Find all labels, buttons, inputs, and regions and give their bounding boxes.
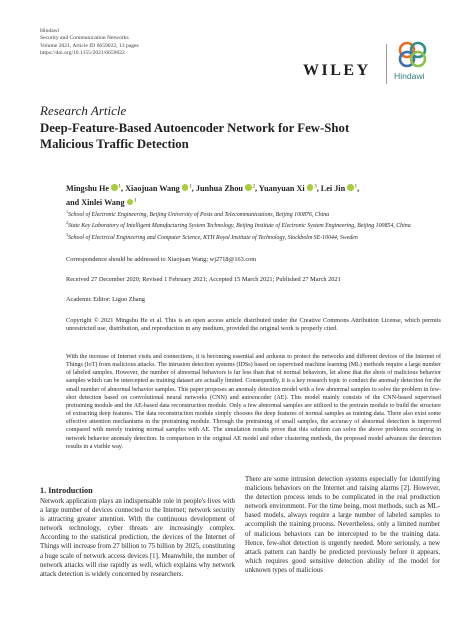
author-name: Junhua Zhou	[195, 183, 243, 193]
author-name: Yuanyuan Xi	[258, 183, 305, 193]
body-column-right: There are some intrusion detection systems especially for identifying malicious behaviors on the Internet and raising alarms [2]. However, the detection process tends to be complicated in the real production network environment. For the time being, most methods, such as ML-based models, always require a large number of labeled samples to accomplish the training process. Nevertheless, only a limited number of malicious behaviors can be intercepted to be the training data. Hence, few-shot detection is urgently needed. More seriously, a new attack pattern can hardly be predicted previously before it appears, which requires good sensitive detection ability of the model for unknown types of malicious	[245, 476, 440, 574]
author: Xiaojuan Wang $^1$,	[125, 183, 194, 193]
affiliation-marker: 1	[354, 184, 358, 189]
logo-divider	[386, 44, 387, 84]
orcid-icon[interactable]	[347, 184, 354, 191]
author: Lei Jin $^1$,	[320, 183, 360, 193]
wiley-logo: WILEY	[303, 62, 371, 79]
journal-name: Security and Communication Networks	[40, 35, 129, 42]
article-type: Research Article	[40, 103, 127, 118]
affiliation-marker: 3	[314, 184, 317, 189]
copyright-notice: Copyright © 2021 Mingshu He et al. This is an open access article distributed under the Creative Commons Attribution License, which permits unrestricted use, distribution, and reproduction in any medium, provided the original work is properly cited.	[66, 317, 441, 333]
author-name: Lei Jin	[320, 183, 346, 193]
author-name: Mingshu He	[66, 183, 109, 193]
affiliation: $^1$School of Electronic Engineering, Beijing University of Posts and Telecommunications, Beijing 100876, China	[66, 209, 330, 218]
hindawi-wordmark: Hindawi	[394, 71, 425, 81]
paper-title: Deep-Feature-Based Autoencoder Network for Few-Shot Malicious Traffic Detection	[40, 121, 350, 151]
orcid-icon[interactable]	[307, 184, 314, 191]
abstract: With the increase of Internet visits and connections, it is becoming essential and arduous to protect the networks and different devices of the Internet of Things (IoT) from malicious attacks. The intrusion detection systems (IDSs) based on supervised machine learning (ML) methods require a large number of labeled samples. However, the number of abnormal behaviors is far less than that of normal behaviors, let alone that the shots of malicious behavior samples which can be intercepted as training dataset are actually limited. Consequently, it is a key research topic to conduct the anomaly detection for the small number of abnormal behavior samples. This paper proposes an anomaly detection model with a few abnormal samples to solve the problem in few-shot detection based on convolutional neural networks (CNN) and autoencoder (AE). This model mainly consists of the CNN-based supervised pretraining module and the AE-based data reconstruction module. Only a few abnormal samples are utilized to the pretrain module to build the structure of extracting deep features. The data reconstruction module simply chooses the deep features of normal samples as training data. There also exist some effective attention mechanisms in the pretraining module. Through the pretraining of small samples, the accuracy of abnormal detection is improved compared with merely training normal samples with AE. The simulation results prove that this solution can solve the above problems occurring in network behavior anomaly detection. In comparison to the original AE model and other clustering methods, the proposed model advances the detection results in a visible way.	[66, 354, 441, 450]
orcid-icon[interactable]	[127, 199, 134, 206]
affiliation-marker: 1	[134, 198, 137, 204]
affiliation: $^2$State Key Laboratory of Intelligent Manufacturing System Technology, Beijing Institute of Electronic System Engineering, Beijing 100854, China	[66, 220, 411, 230]
journal-volume: Volume 2021, Article ID 6659022, 13 pages	[40, 42, 139, 49]
author	[66, 198, 137, 207]
orcid-icon[interactable]	[111, 184, 118, 191]
journal-metadata	[40, 28, 139, 58]
orcid-icon[interactable]	[245, 184, 252, 191]
author: Mingshu He $^1$,	[66, 183, 124, 193]
journal-doi-link[interactable]: https://doi.org/10.1155/2021/6659022	[40, 50, 125, 57]
affiliation: $^3$School of Electrical Engineering and Computer Science, KTH Royal Institute of Technology, Stockholm SE-10044, Sweden	[66, 231, 358, 241]
section-heading-introduction: 1. Introduction	[40, 486, 93, 495]
affiliation-marker: 1	[118, 184, 121, 189]
academic-editor: Academic Editor: Liguo Zhang	[66, 296, 145, 303]
hindawi-rings-icon	[396, 39, 432, 69]
author-name: Xiaojuan Wang	[125, 183, 180, 193]
author-list	[66, 180, 411, 209]
author: Junhua Zhou $^2$,	[195, 183, 258, 193]
affiliation-list	[66, 208, 436, 242]
correspondence-note: Correspondence should be addressed to Xiaojuan Wang; wj2718@163.com	[66, 256, 257, 263]
orcid-icon[interactable]	[182, 184, 189, 191]
affiliation-marker: 1	[189, 184, 192, 189]
article-dates: Received 27 December 2020; Revised 1 February 2021; Accepted 15 March 2021; Published 27 March 2021	[66, 276, 341, 283]
author: Yuanyuan Xi $^3$,	[258, 183, 319, 193]
journal-publisher: Hindawi	[40, 28, 60, 34]
author-name: and Xinlei Wang	[66, 198, 125, 208]
affiliation-marker: 2	[252, 184, 255, 189]
body-column-left: Network application plays an indispensable role in people's lives with a large number of devices connected to the Internet; network security is attracting greater attention. With the continuous development of network technology, cyber threats are increasingly complex. According to the statistical prediction, the devices of the Internet of Things will increase from 27 billion to 75 billion by 2025, constituting a huge scale of network access devices [1]. Meanwhile, the number of network attacks will rise rapidly as well, which explains why network attack detection is widely concerned by researchers.	[40, 498, 235, 578]
